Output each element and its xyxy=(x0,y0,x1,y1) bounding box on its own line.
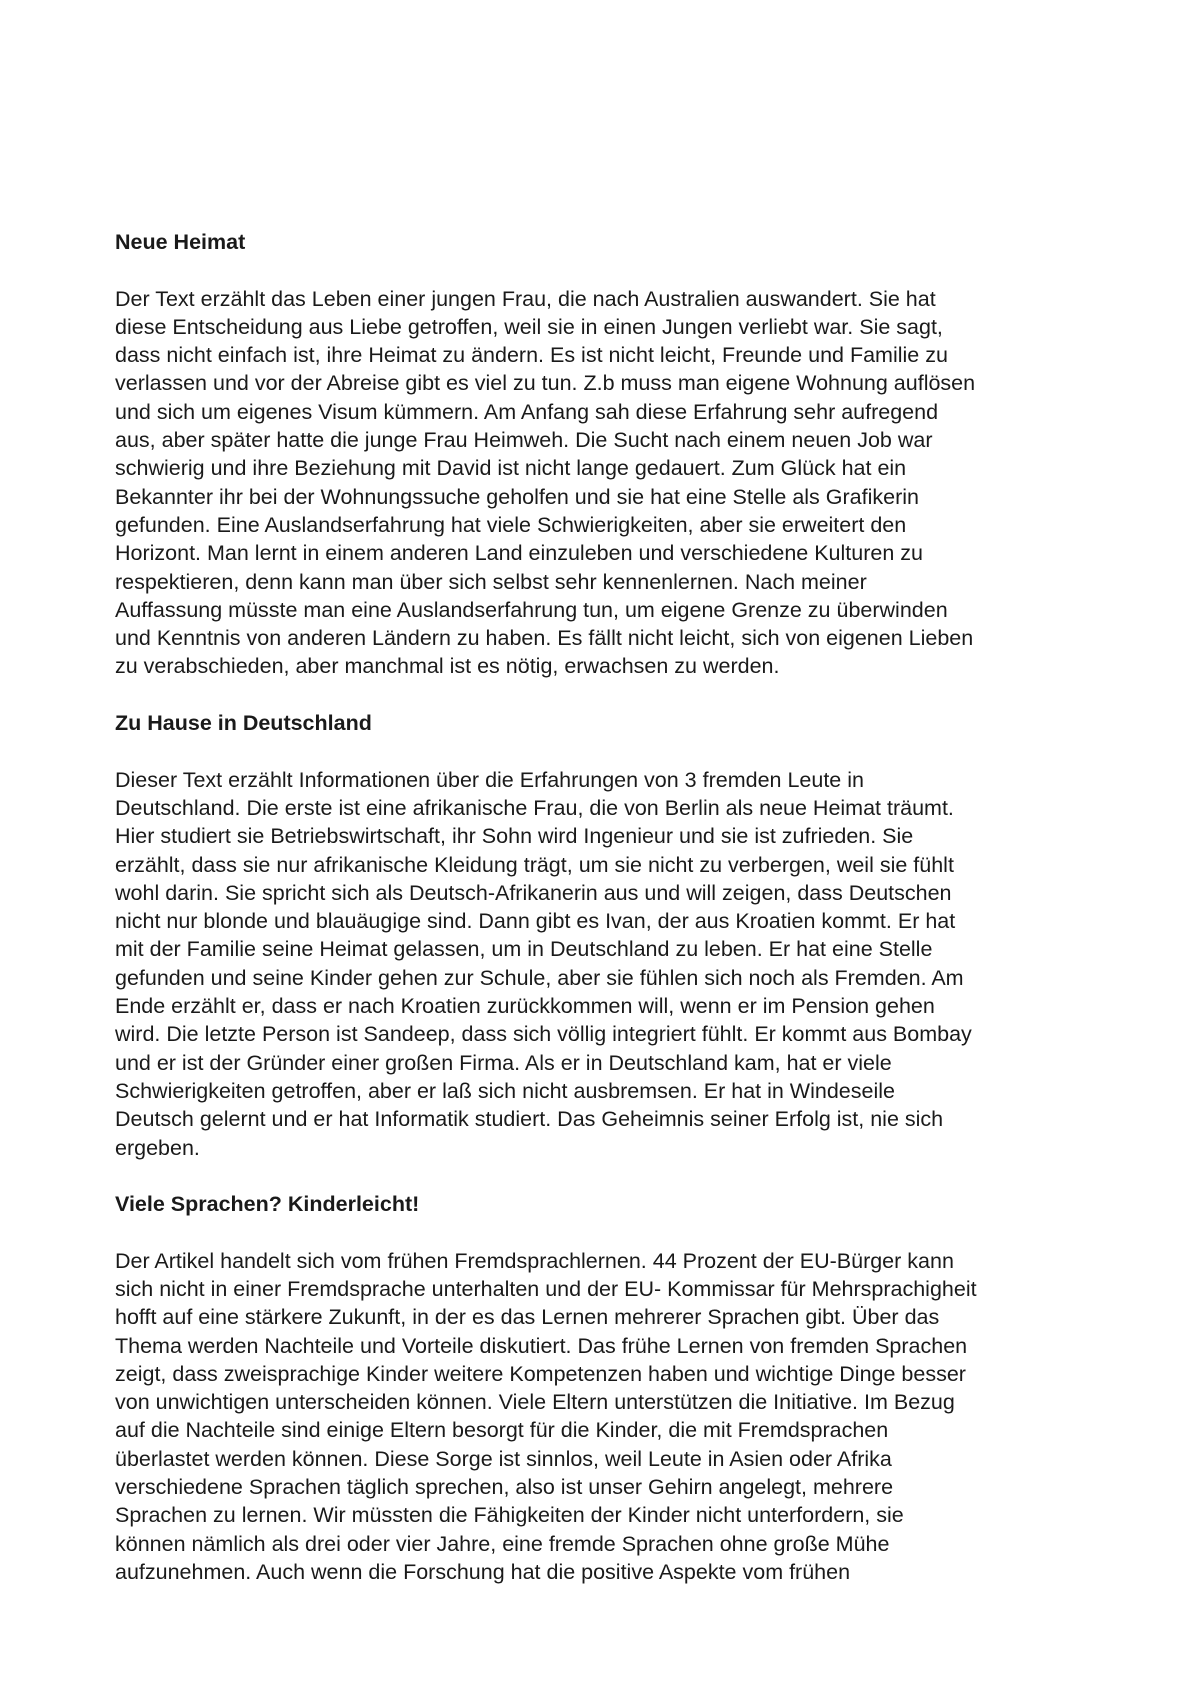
text-line: Thema werden Nachteile und Vorteile diskutiert. Das frühe Lernen von fremden Sprachen xyxy=(115,1333,968,1358)
section-heading: Neue Heimat xyxy=(115,230,246,254)
text-line: zeigt, dass zweisprachige Kinder weitere Kompetenzen haben und wichtige Dinge besser xyxy=(115,1361,966,1386)
section-zu-hause-in-deutschland xyxy=(115,709,1105,1162)
text-line: und Kenntnis von anderen Ländern zu haben. Es fällt nicht leicht, sich von eigenen Lieben xyxy=(115,626,974,651)
text-line: Ende erzählt er, dass er nach Kroatien zurückkommen will, wenn er im Pension gehen xyxy=(115,994,935,1019)
section-viele-sprachen xyxy=(115,1190,1105,1586)
text-line: ergeben. xyxy=(115,1135,200,1160)
text-line: wird. Die letzte Person ist Sandeep, dass sich völlig integriert fühlt. Er kommt aus Bombay xyxy=(115,1022,972,1047)
text-line: können nämlich als drei oder vier Jahre, eine fremde Sprachen ohne große Mühe xyxy=(115,1531,890,1556)
text-line: verschiedene Sprachen täglich sprechen, also ist unser Gehirn angelegt, mehrere xyxy=(115,1475,894,1500)
text-line: erzählt, dass sie nur afrikanische Kleidung trägt, um sie nicht zu verbergen, weil sie fühlt xyxy=(115,852,954,877)
section-heading: Viele Sprachen? Kinderleicht! xyxy=(115,1192,420,1217)
text-line: Auffassung müsste man eine Auslandserfahrung tun, um eigene Grenze zu überwinden xyxy=(115,597,948,622)
text-line: verlassen und vor der Abreise gibt es viel zu tun. Z.b muss man eigene Wohnung auflösen xyxy=(115,371,976,396)
text-line: Deutschland. Die erste ist eine afrikanische Frau, die von Berlin als neue Heimat träumt. xyxy=(115,795,954,820)
document-body xyxy=(115,228,1105,1615)
text-line: aufzunehmen. Auch wenn die Forschung hat die positive Aspekte vom frühen xyxy=(115,1559,851,1584)
text-line: dass nicht einfach ist, ihre Heimat zu ändern. Es ist nicht leicht, Freunde und Familie zu xyxy=(115,343,948,368)
text-line: respektieren, denn kann man über sich selbst sehr kennenlernen. Nach meiner xyxy=(115,569,867,594)
text-line: und er ist der Gründer einer großen Firma. Als er in Deutschland kam, hat er viele xyxy=(115,1050,892,1075)
text-line: wohl darin. Sie spricht sich als Deutsch-Afrikanerin aus und will zeigen, dass Deutschen xyxy=(115,880,952,905)
text-line: Der Artikel handelt sich vom frühen Fremdsprachlernen. 44 Prozent der EU-Bürger kann xyxy=(115,1248,954,1273)
text-line: mit der Familie seine Heimat gelassen, um in Deutschland zu leben. Er hat eine Stelle xyxy=(115,937,933,962)
text-line: Deutsch gelernt und er hat Informatik studiert. Das Geheimnis seiner Erfolg ist, nie sich xyxy=(115,1107,944,1132)
text-line: Der Text erzählt das Leben einer jungen Frau, die nach Australien auswandert. Sie hat xyxy=(115,286,936,311)
text-line: nicht nur blonde und blauäugige sind. Dann gibt es Ivan, der aus Kroatien kommt. Er hat xyxy=(115,909,956,934)
text-line: gefunden. Eine Auslandserfahrung hat viele Schwierigkeiten, aber sie erweitert den xyxy=(115,512,907,537)
text-line: aus, aber später hatte die junge Frau Heimweh. Die Sucht nach einem neuen Job war xyxy=(115,428,933,453)
text-line: Schwierigkeiten getroffen, aber er laß sich nicht ausbremsen. Er hat in Windeseile xyxy=(115,1078,895,1103)
text-line: Hier studiert sie Betriebswirtschaft, ihr Sohn wird Ingenieur und sie ist zufrieden. Sie xyxy=(115,824,914,849)
section-heading: Zu Hause in Deutschland xyxy=(115,711,372,736)
text-line: Bekannter ihr bei der Wohnungssuche geholfen und sie hat eine Stelle als Grafikerin xyxy=(115,484,919,509)
text-line: hofft auf eine stärkere Zukunft, in der es das Lernen mehrerer Sprachen gibt. Über das xyxy=(115,1305,940,1330)
text-line: von unwichtigen unterscheiden können. Viele Eltern unterstützen die Initiative. Im Bezug xyxy=(115,1390,955,1415)
text-line: Horizont. Man lernt in einem anderen Land einzuleben und verschiedene Kulturen zu xyxy=(115,541,923,566)
text-line: überlastet werden können. Diese Sorge ist sinnlos, weil Leute in Asien oder Afrika xyxy=(115,1446,892,1471)
text-line: und sich um eigenes Visum kümmern. Am Anfang sah diese Erfahrung sehr aufregend xyxy=(115,399,939,424)
text-line: Dieser Text erzählt Informationen über die Erfahrungen von 3 fremden Leute in xyxy=(115,767,864,792)
text-line: Sprachen zu lernen. Wir müssten die Fähigkeiten der Kinder nicht unterfordern, sie xyxy=(115,1503,904,1528)
section-paragraph xyxy=(115,766,1105,1162)
text-line: diese Entscheidung aus Liebe getroffen, weil sie in einen Jungen verliebt war. Sie sagt, xyxy=(115,314,943,339)
text-line: gefunden und seine Kinder gehen zur Schule, aber sie fühlen sich noch als Fremden. Am xyxy=(115,965,964,990)
section-neue-heimat xyxy=(115,228,1105,681)
text-line: auf die Nachteile sind einige Eltern besorgt für die Kinder, die mit Fremdsprachen xyxy=(115,1418,889,1443)
text-line: sich nicht in einer Fremdsprache unterhalten und der EU- Kommissar für Mehrsprachigheit xyxy=(115,1276,977,1301)
section-paragraph xyxy=(115,1247,1105,1587)
text-line: zu verabschieden, aber manchmal ist es nötig, erwachsen zu werden. xyxy=(115,654,780,679)
section-paragraph xyxy=(115,285,1105,681)
text-line: schwierig und ihre Beziehung mit David ist nicht lange gedauert. Zum Glück hat ein xyxy=(115,456,907,481)
